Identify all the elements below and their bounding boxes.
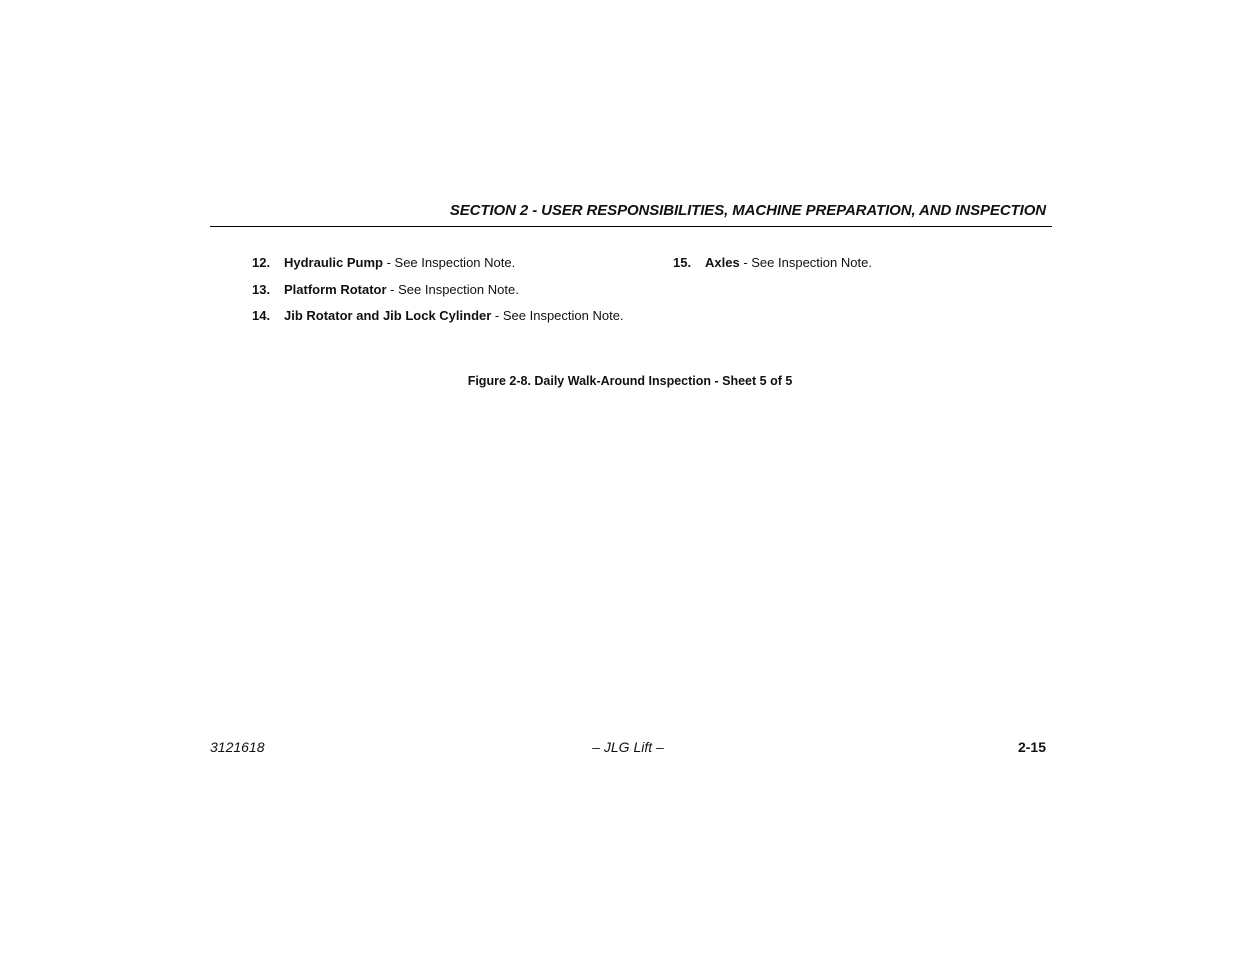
footer-page-number: 2-15 [1017, 739, 1046, 755]
item-description: - See Inspection Note. [491, 308, 624, 323]
list-item [252, 308, 624, 324]
item-number: 15. [673, 255, 692, 270]
header-rule [210, 226, 1052, 227]
item-term: Platform Rotator [284, 282, 387, 297]
list-item [673, 255, 872, 271]
figure-caption: Figure 2-8. Daily Walk-Around Inspection - Sheet 5 of 5 [467, 374, 793, 388]
item-description: - See Inspection Note. [386, 282, 519, 297]
item-term: Hydraulic Pump [284, 255, 383, 270]
footer-brand: – JLG Lift – [592, 739, 664, 755]
item-number: 12. [252, 255, 271, 270]
list-item [252, 255, 515, 271]
list-item [252, 282, 519, 298]
item-description: - See Inspection Note. [382, 255, 516, 270]
item-number: 14. [252, 308, 271, 323]
item-description: - See Inspection Note. [739, 255, 872, 270]
footer-doc-number: 3121618 [210, 739, 265, 755]
section-header: SECTION 2 - USER RESPONSIBILITIES, MACHINE PREPARATION, AND INSPECTION [449, 202, 1046, 219]
item-number: 13. [252, 282, 271, 297]
item-term: Axles [705, 255, 740, 270]
item-term: Jib Rotator and Jib Lock Cylinder [284, 308, 492, 323]
